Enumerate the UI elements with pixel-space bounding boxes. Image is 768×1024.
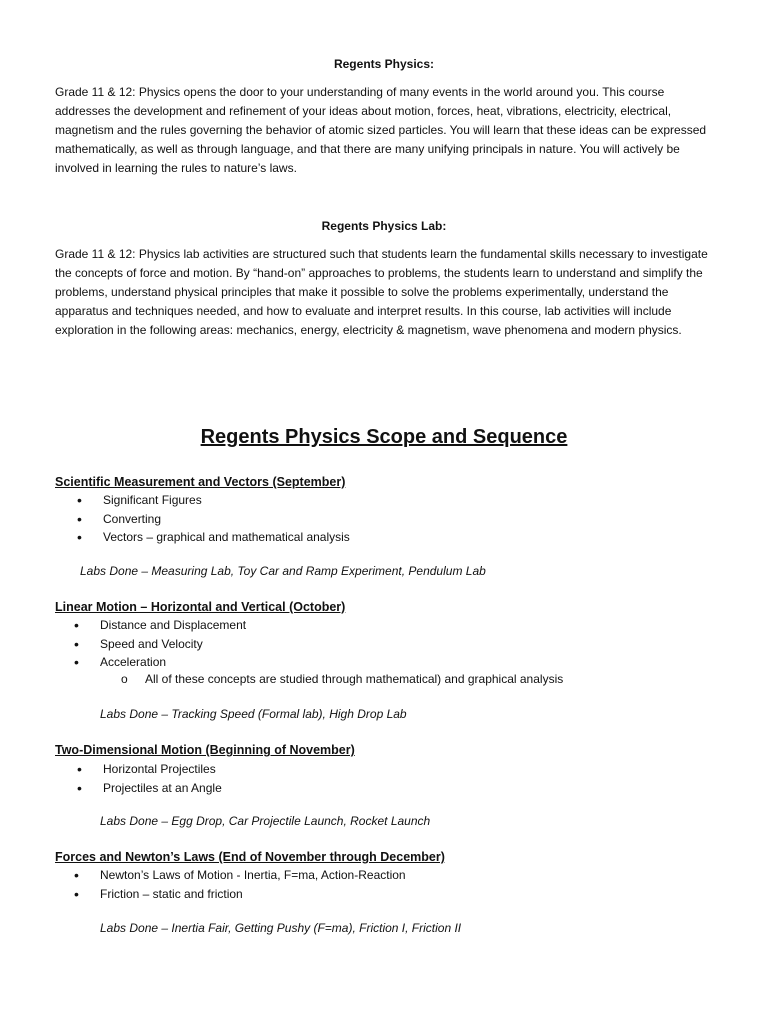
list-item: • Speed and Velocity: [100, 635, 246, 654]
topic-list: [100, 616, 246, 672]
section-heading: Scientific Measurement and Vectors (September): [55, 475, 346, 489]
list-item: • Significant Figures: [103, 491, 350, 510]
physics-course-title: Regents Physics:: [333, 57, 435, 71]
labs-done-text: Labs Done – Measuring Lab, Toy Car and Ramp Experiment, Pendulum Lab: [80, 564, 486, 578]
physics-lab-title: Regents Physics Lab:: [321, 219, 447, 233]
labs-done-text: Labs Done – Egg Drop, Car Projectile Launch, Rocket Launch: [100, 814, 431, 828]
scope-sequence-title: Regents Physics Scope and Sequence: [200, 426, 568, 448]
labs-done-text: Labs Done – Tracking Speed (Formal lab), High Drop Lab: [100, 707, 407, 721]
labs-done-text: Labs Done – Inertia Fair, Getting Pushy (F=ma), Friction I, Friction II: [100, 921, 462, 935]
list-item: • Vectors – graphical and mathematical analysis: [103, 528, 350, 547]
section-heading: Linear Motion – Horizontal and Vertical (October): [55, 600, 346, 614]
topic-list: [103, 760, 222, 797]
topic-list: [100, 866, 406, 903]
section-heading: Forces and Newton’s Laws (End of November through December): [55, 850, 445, 864]
physics-lab-description: Grade 11 & 12: Physics lab activities are structured such that students learn the fundamental skills necessary to investigate the concepts of force and motion. By “hand-on” approaches to problems, the students learn to understand and simplify the problems, understand physical principles that make it possible to solve the problems experimentally, understand the apparatus and techniques needed, and how to evaluate and interpret results. In this course, lab activities will include exploration in the following areas: mechanics, energy, electricity & magnetism, wave phenomena and modern physics.: [55, 247, 708, 337]
list-item: • Distance and Displacement: [100, 616, 246, 635]
physics-course-description: Grade 11 & 12: Physics opens the door to your understanding of many events in the world around you. This course addresses the development and refinement of your ideas about motion, forces, heat, vibrations, electricity, electrical, magnetism and the rules governing the behavior of atomic sized particles. You will learn that these ideas can be expressed mathematically, as well as through language, and that there are many unifying principals in nature. You will actively be involved in learning the rules to nature’s laws.: [55, 85, 707, 175]
topic-list: [103, 491, 350, 547]
list-item: • Newton’s Laws of Motion - Inertia, F=ma, Action-Reaction: [100, 866, 406, 885]
list-item: • Acceleration: [100, 653, 246, 672]
list-item: o All of these concepts are studied through mathematical) and graphical analysis: [145, 670, 563, 688]
list-item: • Projectiles at an Angle: [103, 779, 222, 798]
list-item: • Friction – static and friction: [100, 885, 406, 904]
sub-topic-list: [145, 670, 563, 688]
section-heading: Two-Dimensional Motion (Beginning of November): [55, 743, 355, 757]
list-item: • Converting: [103, 510, 350, 529]
list-item: • Horizontal Projectiles: [103, 760, 222, 779]
